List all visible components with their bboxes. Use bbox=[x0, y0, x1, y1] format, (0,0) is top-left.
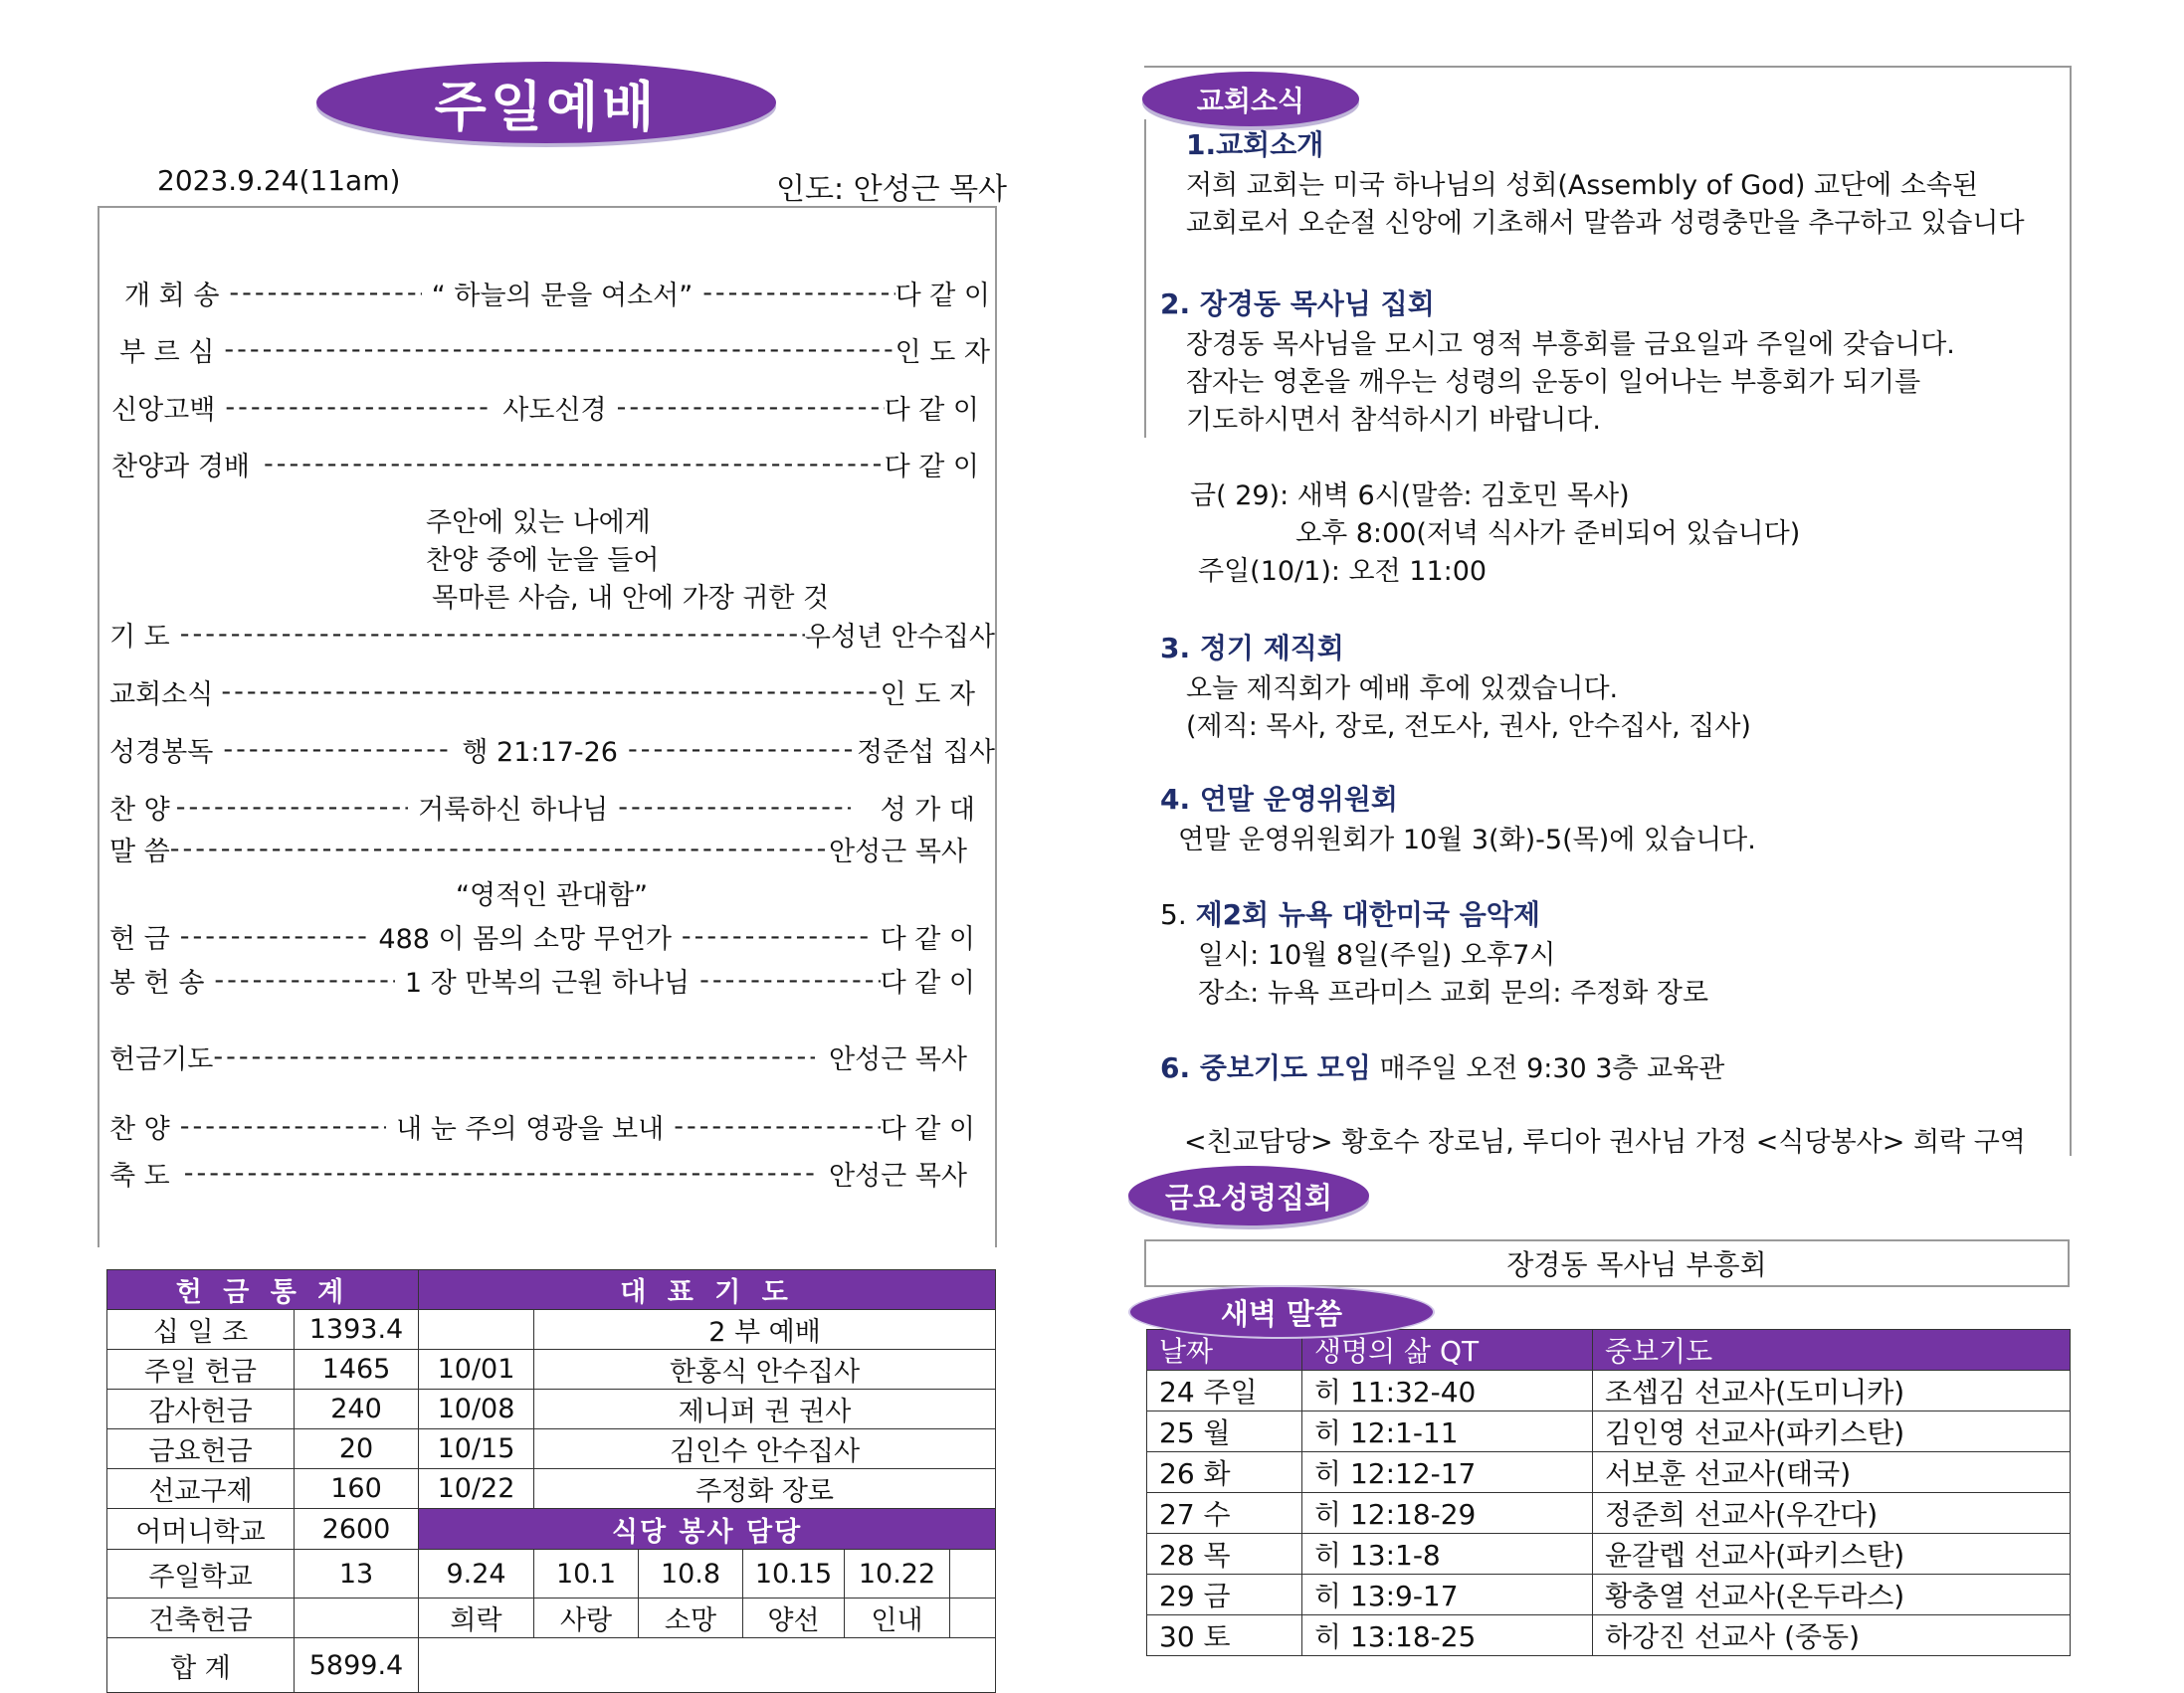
news-s5-heading bbox=[1160, 893, 1540, 933]
order-row-benediction: 축 도 ----- 안성근 목사 bbox=[109, 1154, 967, 1193]
order-row-offering: 헌 금 ----- 488 이 몸의 소망 무언가 ----- 다 같 이 bbox=[109, 917, 975, 956]
dawn-badge: 새벽 말씀 bbox=[1128, 1285, 1435, 1339]
news-s4-title: 4. 연말 운영위원회 bbox=[1160, 783, 1398, 816]
order-row-doxology: 봉 헌 송 ----- 1 장 만복의 근원 하나님 ----- 다 같 이 bbox=[109, 961, 975, 1000]
news-s5-line2: 장소: 뉴욕 프라미스 교회 문의: 주정화 장로 bbox=[1198, 978, 1709, 1009]
order-row-offering-prayer: 헌금기도 ----- 안성근 목사 bbox=[109, 1037, 967, 1076]
news-s2-line3: 기도하시면서 참석하시기 바랍니다. bbox=[1186, 405, 1601, 436]
news-s2-line1: 장경동 목사님을 모시고 영적 부흥회를 금요일과 주일에 갖습니다. bbox=[1186, 329, 1955, 360]
kitchen-header: 식당 봉사 담당 bbox=[419, 1509, 996, 1550]
sermon-title: “영적인 관대함” bbox=[456, 880, 649, 911]
praise-song-3: 목마른 사슴, 내 안에 가장 귀한 것 bbox=[432, 583, 830, 614]
order-row-prayer: 기 도 ----- 우성년 안수집사 bbox=[109, 615, 995, 654]
news-s2-sched2: 오후 8:00(저녁 식사가 준비되어 있습니다) bbox=[1295, 518, 1801, 549]
order-row-news: 교회소식 ----- 인 도 자 bbox=[109, 672, 975, 711]
order-row-sermon: 말 씀 ----- 안성근 목사 bbox=[109, 830, 967, 868]
news-s3-line2: (제직: 목사, 장로, 전도사, 권사, 안수집사, 집사) bbox=[1186, 711, 1751, 742]
news-s1-title: 1.교회소개 bbox=[1186, 128, 1324, 161]
service-leader: 인도: 안성근 목사 bbox=[776, 172, 1008, 207]
table-row: 27 수 히 12:18-29 정준희 선교사(우간다) bbox=[1147, 1493, 2071, 1534]
friday-subtitle: 장경동 목사님 부흥회 bbox=[1506, 1248, 1767, 1281]
praise-song-2: 찬양 중에 눈을 들어 bbox=[426, 545, 660, 576]
prayer-header: 대 표 기 도 bbox=[419, 1270, 996, 1310]
table-row: 29 금 히 13:9-17 황충열 선교사(온두라스) bbox=[1147, 1575, 2071, 1615]
praise-song-1: 주안에 있는 나에게 bbox=[426, 507, 651, 538]
order-row-hymn: 찬 양 ----- 내 눈 주의 영광을 보내 ----- 다 같 이 bbox=[109, 1107, 975, 1146]
news-s5-title: 제2회 뉴욕 대한미국 음악제 bbox=[1195, 898, 1540, 931]
news-s6-title: 6. 중보기도 모임 bbox=[1160, 1051, 1371, 1084]
offering-table: 헌 금 통 계 대 표 기 도 십 일 조 1393.4 2 부 예배 주일 헌금 1465 10/01 한홍식 안수집사 감사헌금 240 10/08 제니퍼 권 권사 금요헌금 20 10/15 김인수 안수집사 선교구제 160 10/22 주정화 장로 어머니학교 2600 식당 봉사 담당 주일학교 13 9.24 10.1 10.8 10.15 10.22 건축헌금 희락 사랑 소망 양선 인내 합 계 5899.4 bbox=[106, 1269, 996, 1693]
news-footer: <친교담당> 황호수 장로님, 루디아 권사님 가정 <식당봉사> 희락 구역 bbox=[1184, 1127, 2026, 1158]
news-s4-line1: 연말 운영위원회가 10월 3(화)-5(목)에 있습니다. bbox=[1178, 825, 1756, 855]
service-date: 2023.9.24(11am) bbox=[157, 164, 401, 197]
dawn-table bbox=[1146, 1329, 2071, 1656]
news-s2-sched3: 주일(10/1): 오전 11:00 bbox=[1198, 556, 1488, 587]
news-frame-left bbox=[1144, 119, 1146, 438]
news-s5-line1: 일시: 10월 8일(주일) 오후7시 bbox=[1198, 940, 1556, 971]
news-s3-title: 3. 정기 제직회 bbox=[1160, 632, 1344, 664]
friday-badge: 금요성령집회 bbox=[1128, 1166, 1369, 1225]
order-row-call: 부 르 심 ----- 인 도 자 bbox=[119, 330, 990, 369]
news-s3-line1: 오늘 제직회가 예배 후에 있겠습니다. bbox=[1186, 673, 1619, 704]
order-row-choir: 찬 양 ----- 거룩하신 하나님 ----- 성 가 대 bbox=[109, 788, 975, 827]
order-row-praise: 찬양과 경배 ----- 다 같 이 bbox=[111, 445, 979, 483]
table-row: 24 주일 히 11:32-40 조셉김 선교사(도미니카) bbox=[1147, 1371, 2071, 1411]
news-s6 bbox=[1160, 1046, 1724, 1086]
worship-title-badge bbox=[316, 62, 776, 143]
order-row-scripture: 성경봉독 ----- 행 21:17-26 ----- 정준섭 집사 bbox=[109, 730, 995, 769]
dawn-header-prayer: 중보기도 bbox=[1593, 1330, 2071, 1371]
news-s6-text: 매주일 오전 9:30 3층 교육관 bbox=[1379, 1053, 1725, 1084]
table-row: 25 월 히 12:1-11 김인영 선교사(파키스탄) bbox=[1147, 1411, 2071, 1452]
table-row: 28 목 히 13:1-8 윤갈렙 선교사(파키스탄) bbox=[1147, 1534, 2071, 1575]
news-s2-sched1: 금( 29): 새벽 6시(말씀: 김호민 목사) bbox=[1190, 480, 1630, 511]
news-badge: 교회소식 bbox=[1142, 72, 1359, 126]
table-row: 26 화 히 12:12-17 서보훈 선교사(태국) bbox=[1147, 1452, 2071, 1493]
table-row: 30 토 히 13:18-25 하강진 선교사 (중동) bbox=[1147, 1615, 2071, 1656]
news-s5-number: 5. bbox=[1160, 898, 1187, 931]
offering-header: 헌 금 통 계 bbox=[107, 1270, 419, 1310]
friday-box bbox=[1144, 1239, 2070, 1287]
dawn-header-date: 날짜 bbox=[1147, 1330, 1302, 1371]
news-s1-line1: 저희 교회는 미국 하나님의 성회(Assembly of God) 교단에 소속된 bbox=[1186, 170, 1979, 201]
order-row-creed: 신앙고백 ----- 사도신경 ----- 다 같 이 bbox=[111, 388, 979, 427]
news-s2-line2: 잠자는 영혼을 깨우는 성령의 운동이 일어나는 부흥회가 되기를 bbox=[1186, 367, 1921, 398]
prayer-service: 2 부 예배 bbox=[534, 1310, 996, 1350]
news-s1-line2: 교회로서 오순절 신앙에 기초해서 말씀과 성령충만을 추구하고 있습니다 bbox=[1186, 208, 2025, 239]
worship-title: 주일예배 bbox=[434, 75, 659, 138]
order-row-opening: 개 회 송 ----- “ 하늘의 문을 여소서” ----- 다 같 이 bbox=[124, 274, 990, 312]
news-s2-title: 2. 장경동 목사님 집회 bbox=[1160, 287, 1435, 320]
dawn-header-qt: 생명의 삶 QT bbox=[1302, 1330, 1593, 1371]
